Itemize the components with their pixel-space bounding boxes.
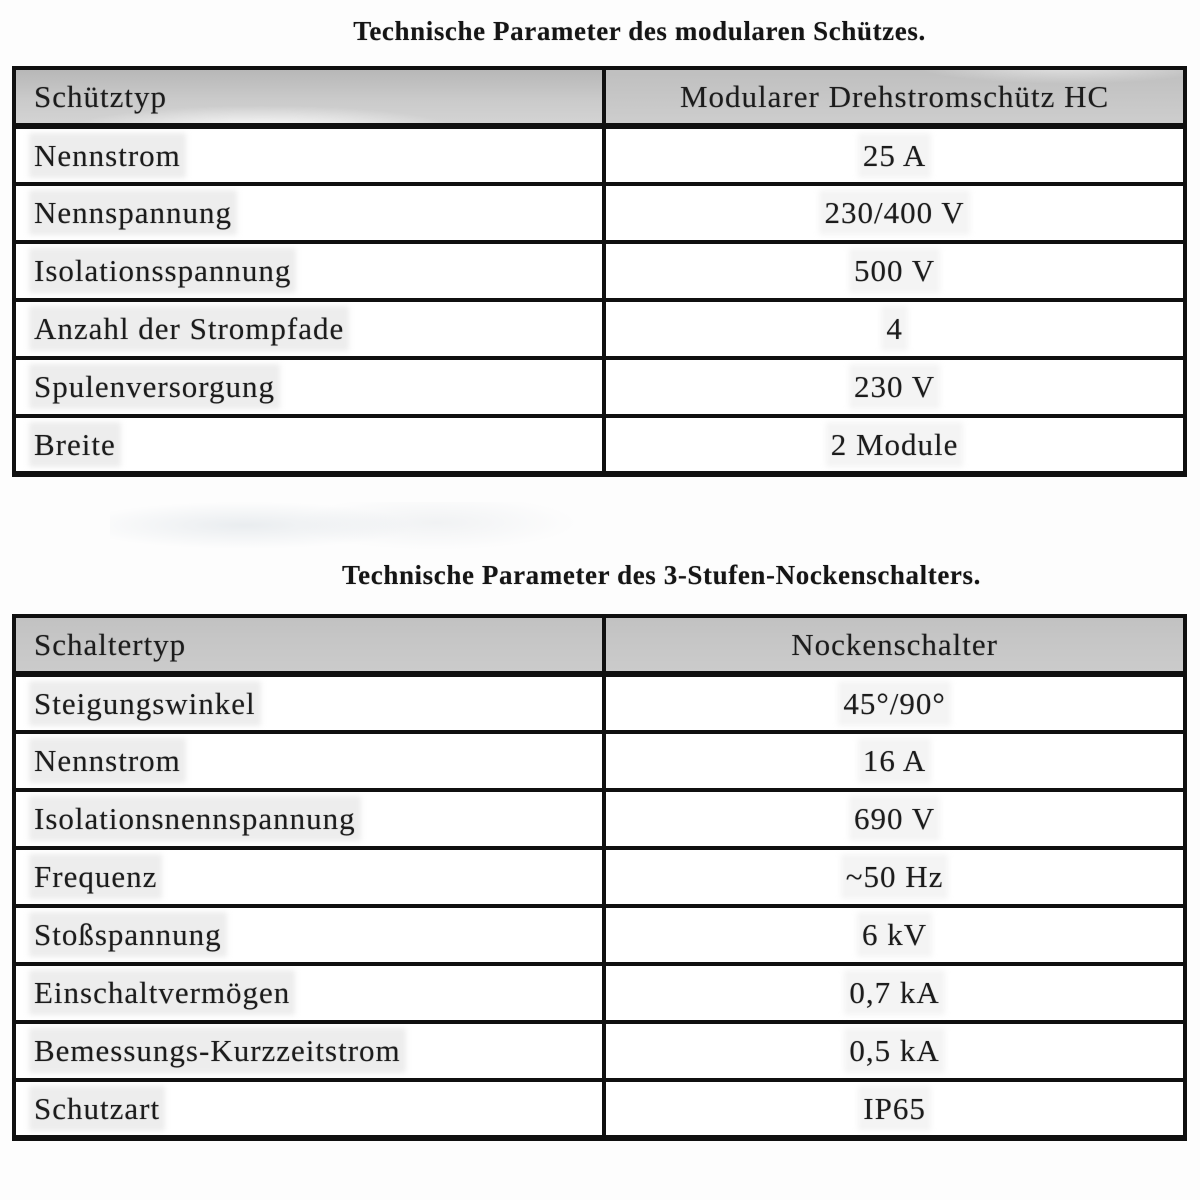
- header-type-label: Schaltertyp: [34, 626, 187, 662]
- table-row: [14, 126, 1185, 184]
- param-name: Isolationsnennspannung: [34, 801, 356, 836]
- table-row: [14, 674, 1185, 732]
- header-cell-type: [14, 68, 604, 126]
- param-name-cell: [14, 964, 604, 1022]
- param-value: 16 A: [862, 743, 927, 778]
- param-value-cell: [604, 1022, 1185, 1080]
- param-name-cell: [14, 416, 604, 474]
- param-value-cell: [604, 964, 1185, 1022]
- param-name-cell: [14, 1022, 604, 1080]
- param-value-cell: [604, 906, 1185, 964]
- param-value-cell: [604, 300, 1185, 358]
- param-value: IP65: [863, 1090, 926, 1126]
- table-header-row: [14, 616, 1185, 674]
- scan-artifact: [110, 502, 590, 554]
- param-name: Stoßspannung: [34, 917, 222, 952]
- param-name-cell: [14, 300, 604, 358]
- header-value-label: Modularer Drehstromschütz HC: [679, 78, 1110, 114]
- param-name-cell: [14, 674, 604, 732]
- param-value: 0,7 kA: [849, 975, 940, 1010]
- table-row: [14, 242, 1185, 300]
- table-row: [14, 1080, 1185, 1138]
- param-value-cell: [604, 674, 1185, 732]
- modular-contactor-parameters-table: [12, 66, 1187, 477]
- param-name: Nennstrom: [34, 743, 181, 778]
- header-type-label: Schütztyp: [34, 78, 167, 114]
- param-value: 6 kV: [862, 917, 928, 952]
- table-row: [14, 906, 1185, 964]
- param-name: Breite: [34, 426, 116, 462]
- param-value-cell: [604, 1080, 1185, 1138]
- param-name-cell: [14, 732, 604, 790]
- param-name: Anzahl der Strompfade: [34, 311, 345, 346]
- param-value: 45°/90°: [843, 685, 946, 721]
- section-title-text: Technische Parameter des 3-Stufen-Nockenschalters.: [342, 560, 981, 590]
- param-value-cell: [604, 848, 1185, 906]
- param-value: 500 V: [854, 253, 936, 288]
- header-cell-value: [604, 616, 1185, 674]
- param-name: Schutzart: [34, 1090, 161, 1126]
- param-name: Bemessungs-Kurzzeitstrom: [34, 1033, 401, 1068]
- header-cell-type: [14, 616, 604, 674]
- param-name-cell: [14, 184, 604, 242]
- section-title-cam-switch: [12, 560, 1187, 591]
- param-name-cell: [14, 242, 604, 300]
- param-value-cell: [604, 358, 1185, 416]
- section-title-modular-contactor: [12, 16, 1187, 47]
- param-value-cell: [604, 184, 1185, 242]
- param-value: ~50 Hz: [845, 859, 944, 894]
- param-value-cell: [604, 126, 1185, 184]
- param-name-cell: [14, 906, 604, 964]
- param-name: Nennspannung: [34, 195, 232, 230]
- param-value: 690 V: [854, 801, 936, 836]
- param-name-cell: [14, 358, 604, 416]
- param-name: Nennstrom: [34, 137, 181, 173]
- param-name: Spulenversorgung: [34, 369, 276, 404]
- param-value-cell: [604, 790, 1185, 848]
- param-name: Frequenz: [34, 859, 158, 894]
- param-name-cell: [14, 1080, 604, 1138]
- param-name: Einschaltvermögen: [34, 975, 291, 1010]
- param-name-cell: [14, 126, 604, 184]
- param-value: 230 V: [854, 369, 936, 404]
- cam-switch-parameters-table: [12, 614, 1187, 1141]
- table-row: [14, 300, 1185, 358]
- table-row: [14, 848, 1185, 906]
- param-value-cell: [604, 242, 1185, 300]
- table-row: [14, 1022, 1185, 1080]
- param-name: Isolationsspannung: [34, 253, 292, 288]
- table-row: [14, 790, 1185, 848]
- param-value-cell: [604, 732, 1185, 790]
- table-row: [14, 964, 1185, 1022]
- table-row: [14, 358, 1185, 416]
- param-name-cell: [14, 790, 604, 848]
- param-name: Steigungswinkel: [34, 685, 256, 721]
- table-row: [14, 732, 1185, 790]
- param-value-cell: [604, 416, 1185, 474]
- param-value: 25 A: [862, 137, 927, 173]
- param-value: 4: [886, 311, 903, 346]
- header-value-label: Nockenschalter: [791, 626, 998, 662]
- param-value: 0,5 kA: [849, 1033, 940, 1068]
- header-cell-value: [604, 68, 1185, 126]
- param-name-cell: [14, 848, 604, 906]
- param-value: 230/400 V: [824, 195, 965, 230]
- param-value: 2 Module: [830, 426, 959, 462]
- table-row: [14, 184, 1185, 242]
- table-header-row: [14, 68, 1185, 126]
- section-title-text: Technische Parameter des modularen Schützes.: [353, 16, 926, 46]
- table-row: [14, 416, 1185, 474]
